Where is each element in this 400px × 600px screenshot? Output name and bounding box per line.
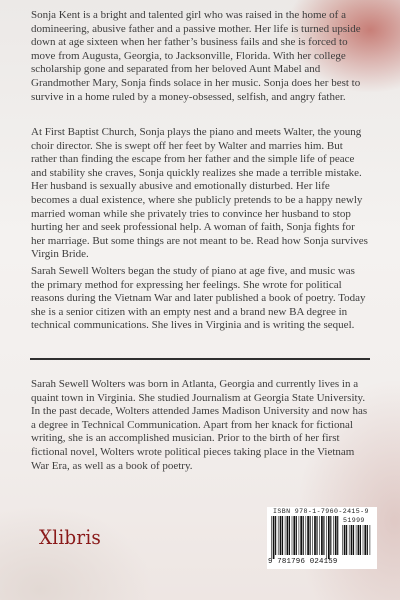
ean-digits: 9 781796 024159: [268, 558, 338, 566]
isbn-barcode: [267, 507, 377, 569]
section-divider: [30, 358, 370, 360]
price-code-label: 51999: [343, 517, 365, 524]
price-barcode-bars: [342, 525, 372, 559]
synopsis-paragraph-3: Sarah Sewell Wolters began the study of piano at age five, and music was the primary method for expressing her feelings. She wrote for political reasons during the Vietnam War and later published a book of poetry. Today she is a senior citizen with an empty nest and a brand new BA degree in technical communications. She lives in Virginia and is writing the sequel.: [31, 265, 366, 332]
isbn-label: ISBN 978-1-7960-2415-9: [273, 508, 369, 515]
publisher-logo: Xlibris: [39, 525, 102, 549]
ean-barcode-bars: [271, 516, 341, 559]
synopsis-paragraph-2: At First Baptist Church, Sonja plays the piano and meets Walter, the young choir director. She is swept off her feet by Walter and marries him. But rather than finding the escape from her father and the simple life of peace and stability she craves, Sonja quickly realizes she made a terrible mistake. Her husband is sexually abusive and emotionally disturbed. Her life becomes a dual existence, where she publicly pretends to be a happy newly married woman while she privately tries to convince her husband to stop hurting her and seek professional help. A woman of faith, Sonja fights for her marriage. But some things are not meant to be. Read how Sonja survives Virgin Bride.: [31, 126, 368, 261]
author-bio: Sarah Sewell Wolters was born in Atlanta, Georgia and currently lives in a quaint town in Virginia. She studied Journalism at Georgia State University. In the past decade, Wolters attended James Madison University and now has a degree in Technical Communication. Apart from her knack for fictional writing, she is an accomplished musician. Prior to the birth of her first fictional novel, Wolters wrote political pieces taking place in the Vietnam War Era, as well as a book of poetry.: [31, 378, 368, 472]
synopsis-paragraph-1: Sonja Kent is a bright and talented girl who was raised in the home of a domineering, abusive father and a passive mother. Her life is turned upside down at age sixteen when her father’s business fails and she is forced to move from Augusta, Georgia, to Jacksonville, Florida. With her college scholarship gone and separated from her beloved Aunt Mabel and Grandmother Mary, Sonja finds solace in her music. Sonja does her best to survive in a home ruled by a money-obsessed, selfish, and angry father.: [31, 9, 361, 103]
